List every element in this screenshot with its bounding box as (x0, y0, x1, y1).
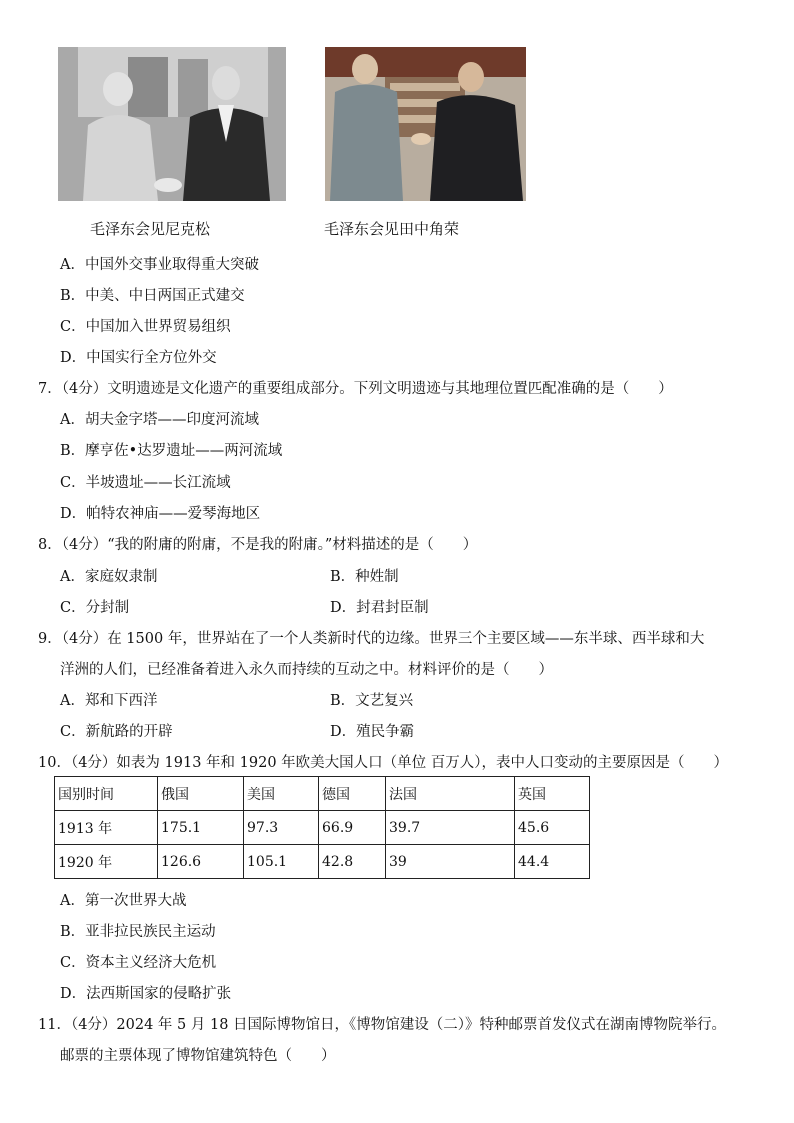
q9-stem-line1: 9．（4分）在 1500 年，世界站在了一个人类新时代的边缘。世界三个主要区域——东半球、西半球和大 (38, 631, 705, 647)
q6-option-d[interactable]: D．中国实行全方位外交 (60, 350, 217, 366)
table-header-cell: 俄国 (158, 777, 244, 811)
q10-option-d[interactable]: D．法西斯国家的侵略扩张 (60, 986, 232, 1002)
table-cell: 42.8 (319, 845, 386, 879)
table-row (55, 845, 590, 879)
table-header-cell: 法国 (386, 777, 515, 811)
population-table (54, 776, 590, 879)
table-cell: 1913 年 (55, 811, 158, 845)
q9-stem-line2: 洋洲的人们，已经准备着进入永久而持续的互动之中。材料评价的是（ ） (60, 662, 553, 678)
table-header-row (55, 777, 590, 811)
q9-option-b[interactable]: B．文艺复兴 (330, 693, 414, 709)
q10-option-c[interactable]: C．资本主义经济大危机 (60, 955, 217, 971)
q6-option-c[interactable]: C．中国加入世界贸易组织 (60, 319, 231, 335)
photo-mao-nixon-illustration (58, 47, 286, 201)
table-cell: 39 (386, 845, 515, 879)
q10-stem: 10．（4分）如表为 1913 年和 1920 年欧美大国人口（单位 百万人），表中人口变动的主要原因是（ ） (38, 755, 729, 771)
q11-stem-line1: 11．（4分）2024 年 5 月 18 日国际博物馆日，《博物馆建设（二）》特种邮票首发仪式在湖南博物院举行。 (38, 1017, 727, 1033)
q9-option-a[interactable]: A．郑和下西洋 (60, 693, 158, 709)
photo-caption-left: 毛泽东会见尼克松 (90, 220, 211, 238)
table-header-cell: 美国 (244, 777, 319, 811)
photo-caption-right: 毛泽东会见田中角荣 (324, 220, 460, 238)
q11-stem-line2: 邮票的主票体现了博物馆建筑特色（ ） (60, 1048, 336, 1064)
q6-option-a[interactable]: A．中国外交事业取得重大突破 (60, 257, 259, 273)
q8-option-b[interactable]: B．种姓制 (330, 569, 399, 585)
q9-option-d[interactable]: D．殖民争霸 (330, 724, 415, 740)
table-cell: 105.1 (244, 845, 319, 879)
table-cell: 1920 年 (55, 845, 158, 879)
q8-option-c[interactable]: C．分封制 (60, 600, 130, 616)
q8-stem: 8．（4分）“我的附庸的附庸，不是我的附庸。”材料描述的是（ ） (38, 537, 478, 553)
table-cell: 126.6 (158, 845, 244, 879)
table-cell: 45.6 (515, 811, 590, 845)
q9-option-c[interactable]: C．新航路的开辟 (60, 724, 173, 740)
table-row (55, 811, 590, 845)
table-cell: 66.9 (319, 811, 386, 845)
table-header-cell: 德国 (319, 777, 386, 811)
photo-mao-meets-nixon (58, 47, 286, 201)
table-header-cell: 国别时间 (55, 777, 158, 811)
q7-option-a[interactable]: A．胡夫金字塔——印度河流域 (60, 412, 259, 428)
table-cell: 39.7 (386, 811, 515, 845)
q6-option-b[interactable]: B．中美、中日两国正式建交 (60, 288, 245, 304)
q7-option-c[interactable]: C．半坡遗址——长江流域 (60, 475, 231, 491)
q10-option-a[interactable]: A．第一次世界大战 (60, 893, 187, 909)
q10-option-b[interactable]: B．亚非拉民族民主运动 (60, 924, 216, 940)
photo-mao-tanaka-illustration (325, 47, 526, 201)
photo-mao-meets-tanaka (325, 47, 526, 201)
table-cell: 175.1 (158, 811, 244, 845)
q8-option-d[interactable]: D．封君封臣制 (330, 600, 429, 616)
q7-option-d[interactable]: D．帕特农神庙——爱琴海地区 (60, 506, 261, 522)
table-cell: 97.3 (244, 811, 319, 845)
q7-option-b[interactable]: B．摩亨佐•达罗遗址——两河流域 (60, 443, 283, 459)
table-cell: 44.4 (515, 845, 590, 879)
table-header-cell: 英国 (515, 777, 590, 811)
q8-option-a[interactable]: A．家庭奴隶制 (60, 569, 158, 585)
q7-stem: 7．（4分）文明遗迹是文化遗产的重要组成部分。下列文明遗迹与其地理位置匹配准确的是（ ） (38, 381, 673, 397)
